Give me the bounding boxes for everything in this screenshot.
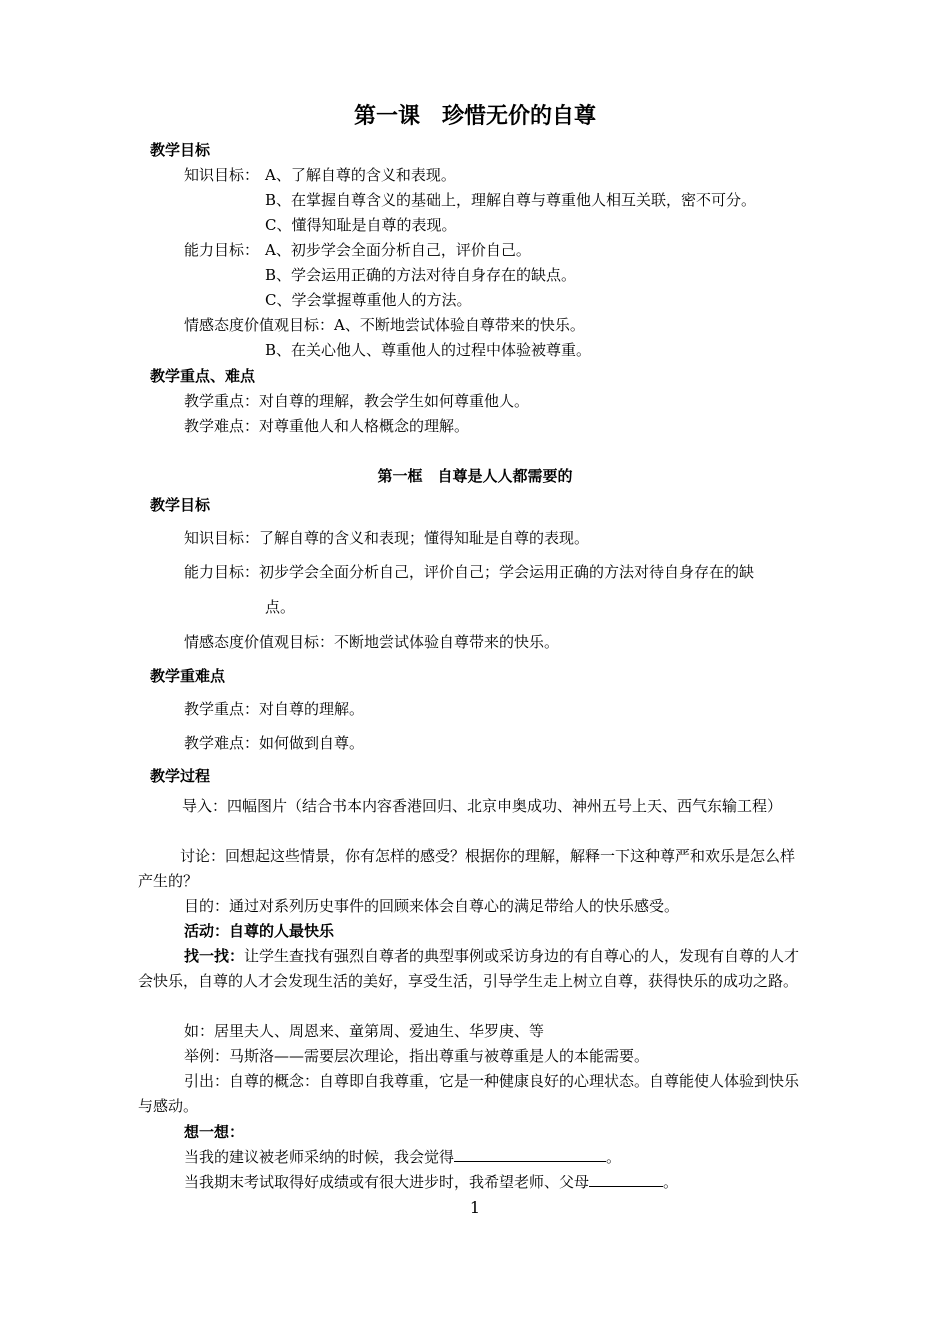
think-heading: 想一想： [184,1123,245,1141]
section-knowledge-goal: 知识目标：了解自尊的含义和表现；懂得知耻是自尊的表现。 [184,529,590,547]
process-heading: 教学过程 [150,767,211,785]
knowledge-label: 知识目标： [184,166,260,184]
think-question-2 [184,1172,678,1192]
lesson-title: 第一课 珍惜无价的自尊 [353,103,596,129]
section-difficult-point: 教学难点：如何做到自尊。 [184,734,365,752]
difficult-point: 教学难点：对尊重他人和人格概念的理解。 [184,417,470,435]
think-question-1-text: 当我的建议被老师采纳的时候，我会觉得 [184,1148,455,1166]
emotion-goal-b: B、在关心他人、尊重他人的过程中体验被尊重。 [265,341,592,359]
answer-blank-2 [589,1172,663,1187]
section-key-heading: 教学重难点 [150,667,226,685]
knowledge-goal-b: B、在掌握自尊含义的基础上，理解自尊与尊重他人相互关联，密不可分。 [265,191,757,209]
page-number: 1 [469,1198,481,1217]
think-question-1-end: 。 [606,1148,622,1166]
purpose-line: 目的：通过对系列历史事件的回顾来体会自尊心的满足带给人的快乐感受。 [184,897,680,915]
think-question-1 [184,1147,621,1167]
think-question-2-text: 当我期末考试取得好成绩或有很大进步时，我希望老师、父母 [184,1173,590,1191]
find-label: 找一找： [184,947,245,965]
activity-heading: 活动：自尊的人最快乐 [184,922,335,940]
ability-goal-b: B、学会运用正确的方法对待自身存在的缺点。 [265,266,577,284]
examples-line: 如：居里夫人、周恩来、童第周、爱迪生、华罗庚、等 [184,1022,545,1040]
knowledge-goal-a: A、了解自尊的含义和表现。 [265,166,456,184]
section-ability-goal-line2: 点。 [265,598,296,616]
ability-goal-c: C、学会掌握尊重他人的方法。 [265,291,472,309]
discussion-paragraph: 讨论：回想起这些情景，你有怎样的感受？根据你的理解，解释一下这种尊严和欢乐是怎么样产生的？ [138,847,796,890]
find-paragraph [138,944,803,994]
think-question-2-end: 。 [663,1173,679,1191]
section-subtitle: 第一框 自尊是人人都需要的 [377,467,573,485]
emotion-goal-a: A、不断地尝试体验自尊带来的快乐。 [334,316,585,334]
goals-heading: 教学目标 [150,141,211,159]
maslow-example-line: 举例：马斯洛——需要层次理论，指出尊重与被尊重是人的本能需要。 [184,1047,650,1065]
section-key-point: 教学重点：对自尊的理解。 [184,700,365,718]
knowledge-goal-c: C、懂得知耻是自尊的表现。 [265,216,457,234]
section-goals-heading: 教学目标 [150,496,211,514]
answer-blank-1 [454,1147,606,1162]
section-ability-goal-line1: 能力目标：初步学会全面分析自己，评价自己；学会运用正确的方法对待自身存在的缺 [184,563,755,581]
find-text: 让学生查找有强烈自尊者的典型事例或采访身边的有自尊心的人，发现有自尊的人才会快乐，自尊的人才会发现生活的美好，享受生活，引导学生走上树立自尊，获得快乐的成功之路。 [138,947,800,990]
intro-paragraph: 导入：四幅图片（结合书本内容香港回归、北京申奥成功、神州五号上天、西气东输工程） [182,797,783,815]
section-emotion-goal: 情感态度价值观目标：不断地尝试体验自尊带来的快乐。 [184,633,560,651]
key-points-heading: 教学重点、难点 [150,367,256,385]
ability-goal-a: A、初步学会全面分析自己，评价自己。 [265,241,531,259]
ability-label: 能力目标： [184,241,260,259]
self-respect-concept-paragraph: 引出：自尊的概念：自尊即自我尊重，它是一种健康良好的心理状态。自尊能使人体验到快乐与感动。 [138,1072,800,1115]
key-point: 教学重点：对自尊的理解，教会学生如何尊重他人。 [184,392,530,410]
emotion-label: 情感态度价值观目标： [184,316,335,334]
